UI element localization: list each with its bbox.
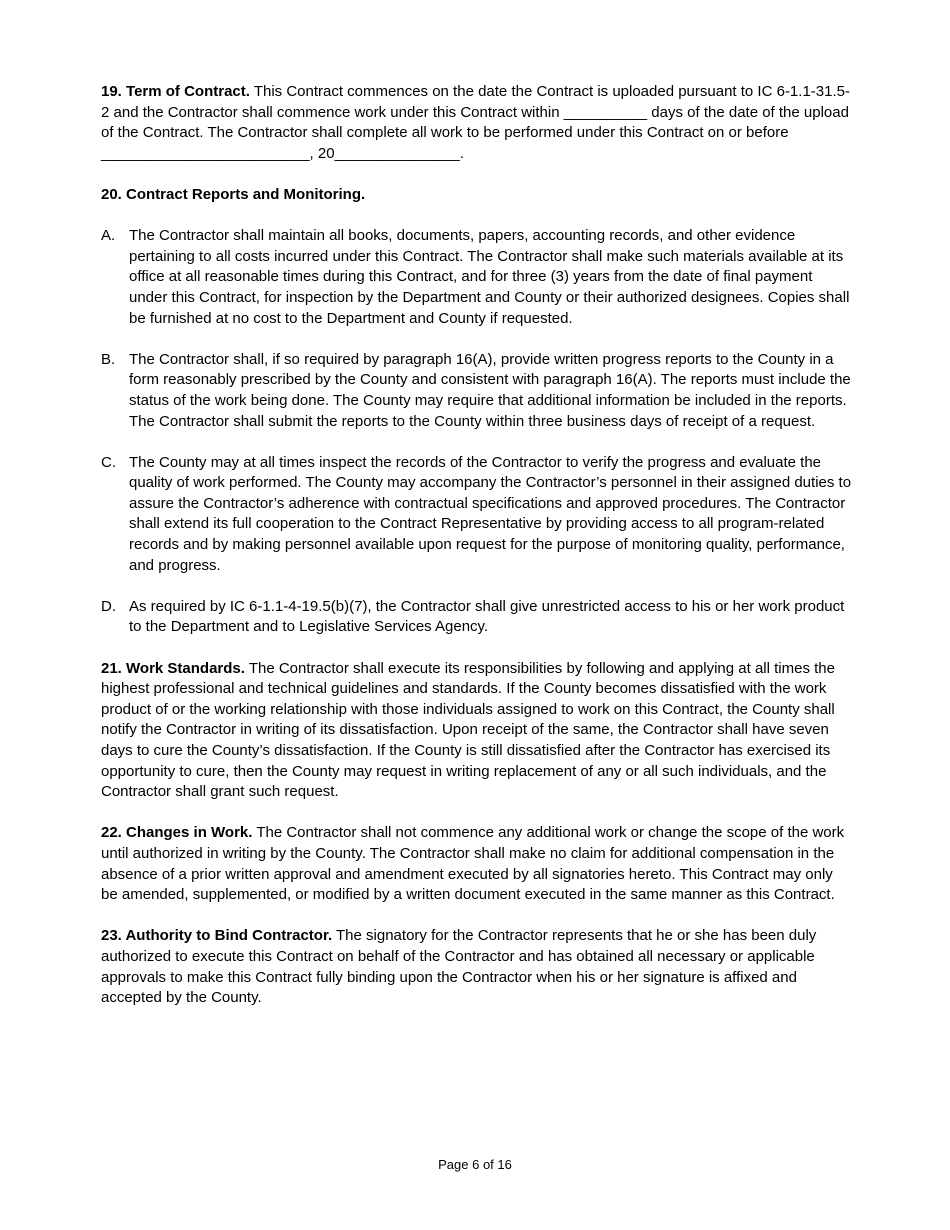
section-22-text: The Contractor shall not commence any additional work or change the scope of the work until authorized in writing by the County. The Contractor shall make no claim for additional compensation in the absence of a prior written approval and amendment executed by all signatories hereto. This Contract may only be amended, supplemented, or modified by a written document executed in the same manner as this Contract. [101, 824, 845, 904]
list-item-letter: A. [101, 227, 116, 245]
section-23-text: The signatory for the Contractor represents that he or she has been duly authorized to execute this Contract on behalf of the Contractor and has obtained all necessary or applicable approvals to make this Contract fully binding upon the Contractor when his or her signature is affixed and accepted by the County. [101, 927, 817, 1007]
section-22 [101, 823, 853, 905]
section-21-heading: 21. Work Standards. [101, 659, 245, 677]
section-20-heading: 20. Contract Reports and Monitoring. [101, 185, 366, 203]
list-item-letter: B. [101, 350, 116, 368]
list-item [101, 350, 853, 432]
list-item [101, 597, 853, 638]
list-item-letter: C. [101, 453, 116, 471]
list-item-letter: D. [101, 597, 116, 615]
section-21-text: The Contractor shall execute its responsibilities by following and applying at all times the highest professional and technical guidelines and standards. If the County becomes dissatisfied with the work product of or the working relationship with those individuals assigned to work on this Contract, the County shall notify the Contractor in writing of its dissatisfaction. Upon receipt of the same, the Contractor shall have seven days to cure the County’s dissatisfaction. If the County is still dissatisfied after the Contractor has exercised its opportunity to cure, then the County may request in writing replacement of any or all such individuals, and the Contractor shall grant such request. [101, 659, 835, 801]
section-19 [101, 82, 853, 164]
document-body [101, 82, 853, 1029]
page-number: Page 6 of 16 [438, 1157, 512, 1172]
section-23-heading: 23. Authority to Bind Contractor. [101, 927, 333, 945]
list-item-text: The Contractor shall, if so required by paragraph 16(A), provide written progress reports to the County in a form reasonably prescribed by the County and consistent with paragraph 16(A). The reports must include the status of the work being done. The County may require that additional information be included in the reports. The Contractor shall submit the reports to the County within three business days of receipt of a request. [129, 350, 851, 430]
list-item [101, 453, 853, 577]
list-item-text: The County may at all times inspect the records of the Contractor to verify the progress and evaluate the quality of work performed. The County may accompany the Contractor’s personnel in their assigned duties to assure the Contractor’s adherence with contractual specifications and approved procedures. The Contractor shall extend its full cooperation to the Contract Representative by providing access to all program-related records and by making personnel available upon request for the purpose of monitoring quality, performance, and progress. [129, 453, 852, 574]
list-item-text: As required by IC 6-1.1-4-19.5(b)(7), the Contractor shall give unrestricted access to his or her work product to the Department and to Legislative Services Agency. [129, 597, 845, 636]
list-item-text: The Contractor shall maintain all books, documents, papers, accounting records, and other evidence pertaining to all costs incurred under this Contract. The Contractor shall make such materials available at its office at all reasonable times during this Contract, and for three (3) years from the date of final payment under this Contract, for inspection by the Department and County or their authorized designees. Copies shall be furnished at no cost to the Department and County if requested. [129, 227, 850, 327]
section-19-text: This Contract commences on the date the Contract is uploaded pursuant to IC 6-1.1-31.5-2 and the Contractor shall commence work under this Contract within __________ days of the date of the upload of the Contract. The Contractor shall complete all work to be performed under this Contract on or before _________________________, 20_______________. [101, 83, 850, 162]
section-22-heading: 22. Changes in Work. [101, 824, 253, 842]
list-item [101, 226, 853, 329]
section-21 [101, 659, 853, 803]
section-19-heading: 19. Term of Contract. [101, 83, 250, 100]
section-23 [101, 926, 853, 1008]
